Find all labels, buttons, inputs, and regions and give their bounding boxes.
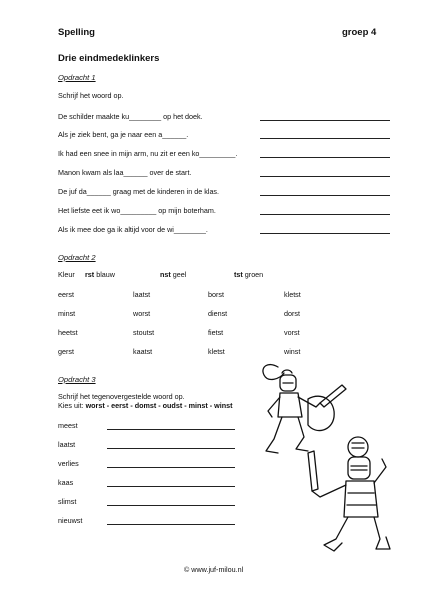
answer-line-2[interactable]: [260, 138, 390, 139]
answer-line-3[interactable]: [260, 157, 390, 158]
answer-line-5[interactable]: [260, 195, 390, 196]
subject-label: Spelling: [58, 27, 95, 38]
answer-line[interactable]: [107, 467, 235, 468]
word-cell[interactable]: kletst: [284, 290, 301, 299]
exercise2-heading: Opdracht 2: [58, 253, 96, 262]
word-cell[interactable]: worst: [133, 309, 151, 318]
answer-line[interactable]: [107, 505, 235, 506]
answer-line[interactable]: [107, 448, 235, 449]
word-cell[interactable]: minst: [58, 309, 76, 318]
word-cell[interactable]: heetst: [58, 328, 78, 337]
sentence-6: Het liefste eet ik wo_________ op mijn boterham.: [58, 206, 216, 215]
word-cell[interactable]: winst: [284, 347, 301, 356]
sentence-3: Ik had een snee in mijn arm, nu zit er een ko_________.: [58, 149, 238, 158]
footer-credit: © www.juf-milou.nl: [184, 565, 244, 574]
sentence-5: De juf da______ graag met de kinderen in de klas.: [58, 187, 220, 196]
word-cell[interactable]: fietst: [208, 328, 224, 337]
exercise3-heading: Opdracht 3: [58, 375, 96, 384]
legend-tst: tst groen: [234, 270, 264, 279]
answer-line-6[interactable]: [260, 214, 390, 215]
opposite-word: kaas: [58, 478, 74, 487]
opposite-word: slimst: [58, 497, 77, 506]
word-cell[interactable]: kletst: [208, 347, 225, 356]
choose-from: Kies uit: worst - eerst - domst - oudst - minst - winst: [58, 401, 233, 410]
answer-line-7[interactable]: [260, 233, 390, 234]
word-cell[interactable]: stoutst: [133, 328, 155, 337]
answer-line-1[interactable]: [260, 120, 390, 121]
answer-line-4[interactable]: [260, 176, 390, 177]
word-cell[interactable]: gerst: [58, 347, 74, 356]
legend-nst: nst geel: [160, 270, 187, 279]
sentence-7: Als ik mee doe ga ik altijd voor de wi________.: [58, 225, 208, 234]
exercise3-instruction: Schrijf het tegenovergestelde woord op.: [58, 392, 185, 401]
word-cell[interactable]: kaatst: [133, 347, 153, 356]
opposite-word: nieuwst: [58, 516, 83, 525]
knights-fighting-illustration: [250, 355, 395, 555]
sentence-2: Als je ziek bent, ga je naar een a______.: [58, 130, 189, 139]
exercise1-instruction: Schrijf het woord op.: [58, 91, 124, 100]
sentence-4: Manon kwam als laa______ over de start.: [58, 168, 192, 177]
opposite-word: meest: [58, 421, 78, 430]
grade-label: groep 4: [342, 27, 377, 38]
word-cell[interactable]: eerst: [58, 290, 74, 299]
answer-line[interactable]: [107, 486, 235, 487]
opposite-word: laatst: [58, 440, 76, 449]
page-title: Drie eindmedeklinkers: [58, 53, 160, 64]
answer-line[interactable]: [107, 524, 235, 525]
color-legend-prefix: Kleur: [58, 270, 75, 279]
word-cell[interactable]: laatst: [133, 290, 151, 299]
legend-rst: rst blauw: [85, 270, 115, 279]
word-cell[interactable]: vorst: [284, 328, 300, 337]
word-cell[interactable]: borst: [208, 290, 224, 299]
answer-line[interactable]: [107, 429, 235, 430]
sentence-1: De schilder maakte ku________ op het doek.: [58, 112, 203, 121]
word-cell[interactable]: dienst: [208, 309, 228, 318]
exercise1-heading: Opdracht 1: [58, 73, 96, 82]
opposite-word: verlies: [58, 459, 79, 468]
word-cell[interactable]: dorst: [284, 309, 300, 318]
